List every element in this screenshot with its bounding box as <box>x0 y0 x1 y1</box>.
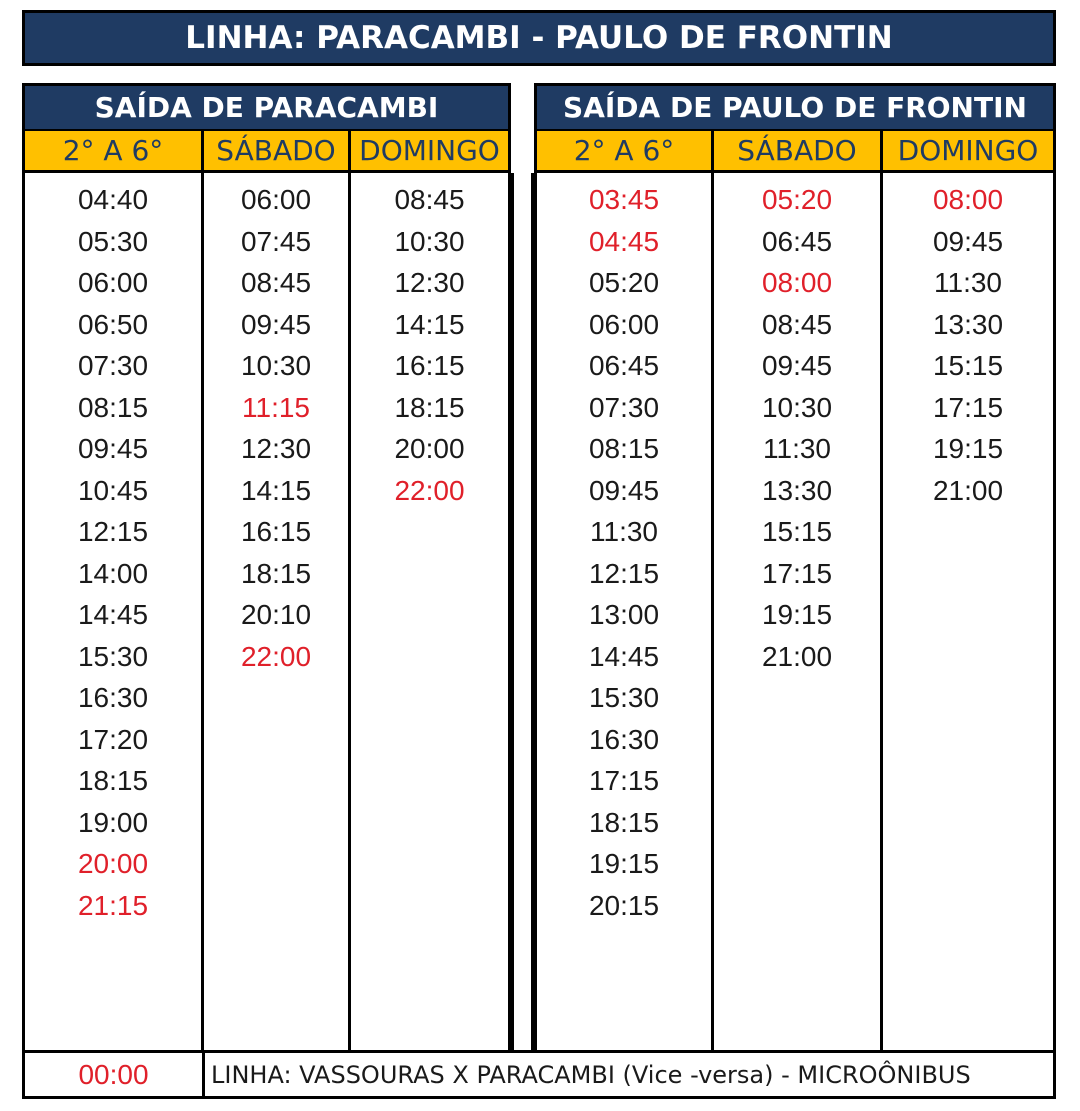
times-column-weekdays <box>537 173 711 1050</box>
departure-time: 16:30 <box>588 723 660 755</box>
departure-time: 06:00 <box>588 308 660 340</box>
departure-time: 08:45 <box>240 267 312 298</box>
divider-line <box>511 173 534 1053</box>
departure-time: 19:15 <box>761 599 833 630</box>
section-departures-paulo-de-frontin <box>534 83 1056 1053</box>
departure-time: 18:15 <box>77 765 149 796</box>
day-header-sunday: DOMINGO <box>880 131 1053 170</box>
departure-time: 11:15 <box>242 391 310 423</box>
departure-time: 15:30 <box>588 682 660 713</box>
departure-time: 05:20 <box>588 267 660 298</box>
departure-time: 21:15 <box>77 889 149 921</box>
departure-time: 16:30 <box>77 682 149 713</box>
departure-time: 17:20 <box>77 723 149 755</box>
departure-time: 06:00 <box>77 267 149 298</box>
departure-time: 06:00 <box>240 184 312 215</box>
departure-time: 17:15 <box>932 391 1004 423</box>
departure-time: 20:10 <box>240 599 312 630</box>
departure-time: 08:00 <box>932 184 1004 215</box>
departure-time: 15:15 <box>932 350 1004 381</box>
day-header-row <box>25 131 508 173</box>
time-columns <box>537 173 1053 1050</box>
departure-time: 09:45 <box>588 474 660 506</box>
departure-time: 08:45 <box>394 184 465 215</box>
departure-time: 14:00 <box>77 557 149 589</box>
departure-time: 09:45 <box>77 433 149 464</box>
departure-time: 21:00 <box>761 640 833 672</box>
departure-time: 18:15 <box>394 391 465 423</box>
departure-time: 14:15 <box>240 474 312 506</box>
departure-time: 10:30 <box>240 350 312 381</box>
departure-time: 08:00 <box>761 267 833 298</box>
departure-time: 08:15 <box>77 391 149 423</box>
departure-time: 17:15 <box>761 557 833 589</box>
times-column-sunday <box>880 173 1053 1050</box>
departure-time: 12:15 <box>588 557 660 589</box>
departure-time: 06:50 <box>77 308 149 340</box>
departure-time: 19:15 <box>932 433 1004 464</box>
times-column-saturday <box>201 173 348 1050</box>
departure-time: 10:30 <box>761 391 833 423</box>
section-header: SAÍDA DE PARACAMBI <box>25 86 508 131</box>
departure-time: 22:00 <box>394 474 465 506</box>
departure-time: 19:15 <box>588 848 660 879</box>
departure-time: 11:30 <box>934 267 1002 298</box>
departure-time: 07:30 <box>588 391 660 423</box>
footer-time: 00:00 <box>25 1053 205 1096</box>
section-departures-paracambi <box>22 83 511 1053</box>
departure-time: 03:45 <box>588 184 660 215</box>
day-header-sunday: DOMINGO <box>348 131 508 170</box>
day-header-saturday: SÁBADO <box>201 131 348 170</box>
departure-time: 18:15 <box>588 806 660 838</box>
departure-time: 11:30 <box>763 433 831 464</box>
departure-time: 10:30 <box>394 225 465 257</box>
departure-time: 08:15 <box>588 433 660 464</box>
departure-time: 15:30 <box>77 640 149 672</box>
departure-time: 04:40 <box>77 184 149 215</box>
departure-time: 20:00 <box>394 433 465 464</box>
section-divider <box>511 83 534 1053</box>
footer-note: LINHA: VASSOURAS X PARACAMBI (Vice -versa) - MICROÔNIBUS <box>211 1060 971 1089</box>
times-column-weekdays <box>25 173 201 1050</box>
departure-time: 13:30 <box>932 308 1004 340</box>
departure-time: 22:00 <box>240 640 312 672</box>
departure-time: 08:45 <box>761 308 833 340</box>
departure-time: 14:15 <box>394 308 465 340</box>
departure-time: 16:15 <box>240 516 312 547</box>
departure-time: 16:15 <box>394 350 465 381</box>
departure-time: 19:00 <box>77 806 149 838</box>
departure-time: 12:15 <box>77 516 149 547</box>
page-title: LINHA: PARACAMBI - PAULO DE FRONTIN <box>22 10 1056 66</box>
day-header-weekdays: 2° A 6° <box>573 134 675 167</box>
departure-time: 13:00 <box>588 599 660 630</box>
departure-time: 20:00 <box>77 848 149 879</box>
times-column-sunday <box>348 173 508 1050</box>
departure-time: 07:45 <box>240 225 312 257</box>
day-header-saturday: SÁBADO <box>711 131 880 170</box>
departure-time: 10:45 <box>77 474 149 506</box>
departure-time: 09:45 <box>761 350 833 381</box>
departure-time: 04:45 <box>588 225 660 257</box>
day-header-weekdays: 2° A 6° <box>62 134 164 167</box>
departure-time: 09:45 <box>240 308 312 340</box>
day-header-row <box>537 131 1053 173</box>
departure-time: 15:15 <box>761 516 833 547</box>
departure-time: 21:00 <box>932 474 1004 506</box>
departure-time: 17:15 <box>588 765 660 796</box>
departure-time: 06:45 <box>761 225 833 257</box>
departure-time: 05:30 <box>77 225 149 257</box>
departure-time: 13:30 <box>761 474 833 506</box>
departure-time: 11:30 <box>590 516 658 547</box>
times-column-saturday <box>711 173 880 1050</box>
departure-time: 14:45 <box>588 640 660 672</box>
section-header: SAÍDA DE PAULO DE FRONTIN <box>537 86 1053 131</box>
departure-time: 07:30 <box>77 350 149 381</box>
departure-time: 09:45 <box>932 225 1004 257</box>
departure-time: 12:30 <box>394 267 465 298</box>
footer-note-row <box>22 1053 1056 1099</box>
departure-time: 05:20 <box>761 184 833 215</box>
time-columns <box>25 173 508 1050</box>
departure-time: 06:45 <box>588 350 660 381</box>
departure-time: 14:45 <box>77 599 149 630</box>
departure-time: 12:30 <box>240 433 312 464</box>
departure-time: 20:15 <box>588 889 660 921</box>
departure-time: 18:15 <box>240 557 312 589</box>
